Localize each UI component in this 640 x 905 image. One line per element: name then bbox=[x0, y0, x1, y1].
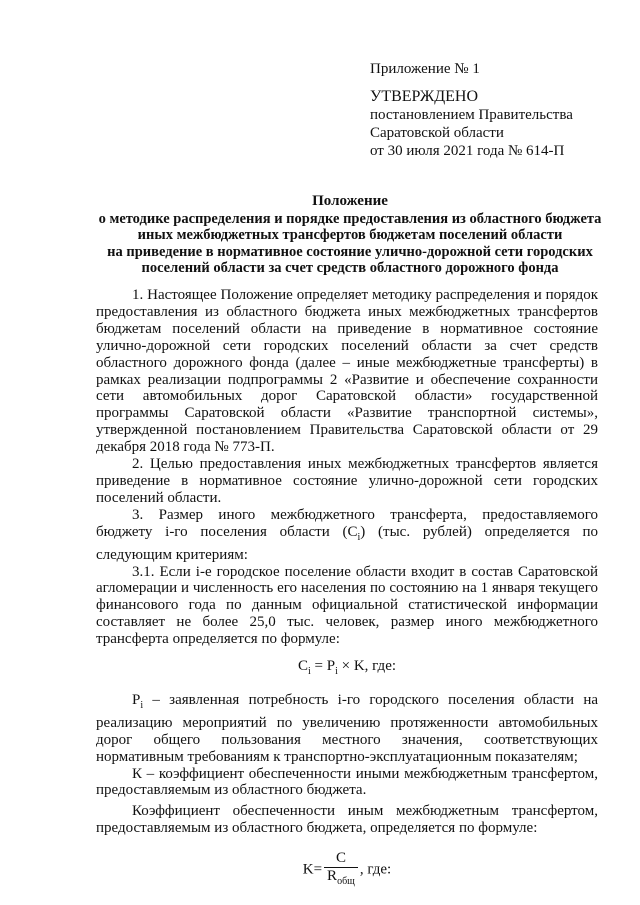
title-line: иных межбюджетных трансфертов бюджетам поселений области bbox=[137, 227, 563, 243]
formula-k: K= $\frac{C}{R_{общ}}$ , где: bbox=[96, 850, 598, 890]
approval-date: от 30 июля 2021 года № 614-П bbox=[370, 143, 565, 159]
document-body bbox=[96, 287, 598, 901]
title-line: поселений области за счет средств областного дорожного фонда bbox=[141, 260, 559, 276]
paragraph-2: 2. Целью предоставления иных межбюджетных трансфертов является приведение в нормативное состояние улично-дорожной сети городских поселений области. bbox=[96, 456, 598, 506]
fraction bbox=[324, 850, 358, 890]
title-line: на приведение в нормативное состояние улично-дорожной сети городских bbox=[107, 243, 593, 260]
approval-line: постановлением Правительства bbox=[370, 107, 573, 123]
definition-pi: $P_i$ – заявленная потребность i-го городского поселения области на реализацию мероприятий по увеличению протяженности автомобильных дорог общего пользования местного значения, соответствующих нормативным требованиям к транспортно-эксплуатационным показателям; bbox=[96, 691, 598, 765]
annex-number: Приложение № 1 bbox=[370, 61, 480, 77]
paragraph-3: 3. Размер иного межбюджетного трансферта, предоставляемого бюджету i-го поселения области $(C_i)$ (тыс. рублей) определяется по следующим критериям: bbox=[96, 506, 599, 563]
paragraph-1: 1. Настоящее Положение определяет методику распределения и порядок предоставления из областного бюджета иных межбюджетных трансфертов бюджетам поселений области на приведение в нормативное состояние улично-дорожной сети городских поселений области за счет средств областного дорожного фонда (далее – иные межбюджетные трансферты) в рамках реализации подпрограммы 2 «Развитие и обеспечение сохранности сети автомобильных дорог Саратовской области» государственной программы Саратовской области «Развитие транспортной системы», утвержденной постановлением Правительства Саратовской области от 29 декабря 2018 года № 773-П. bbox=[96, 287, 598, 456]
document-title bbox=[60, 193, 640, 277]
fraction-numerator: C bbox=[324, 850, 358, 868]
definition-k: К – коэффициент обеспеченности иными межбюджетным трансфертом, предоставляемым из областного бюджета. bbox=[96, 765, 598, 799]
formula-ci: $C_i = P_i \times K$, где: bbox=[297, 658, 397, 678]
paragraph-3-1: 3.1. Если i-е городское поселение области входит в состав Саратовской агломерации и численность его населения по состоянию на 1 января текущего финансового года по данным официальной статистической информации составляет не более 25,0 тыс. человек, размер иного межбюджетного трансферта определяется по формуле: bbox=[96, 563, 598, 648]
fraction-denominator: $R_{общ}$ bbox=[327, 868, 355, 888]
approved-heading: УТВЕРЖДЕНО bbox=[370, 88, 479, 105]
title-line: о методике распределения и порядке предоставления из областного бюджета bbox=[98, 210, 602, 227]
title-line: Положение bbox=[312, 193, 388, 209]
approval-block bbox=[370, 60, 573, 160]
approval-line: Саратовской области bbox=[370, 125, 504, 141]
paragraph-k-intro: Коэффициент обеспеченности иным межбюджетным трансфертом, предоставляемым из областного бюджета, определяется по формуле: bbox=[96, 803, 598, 837]
